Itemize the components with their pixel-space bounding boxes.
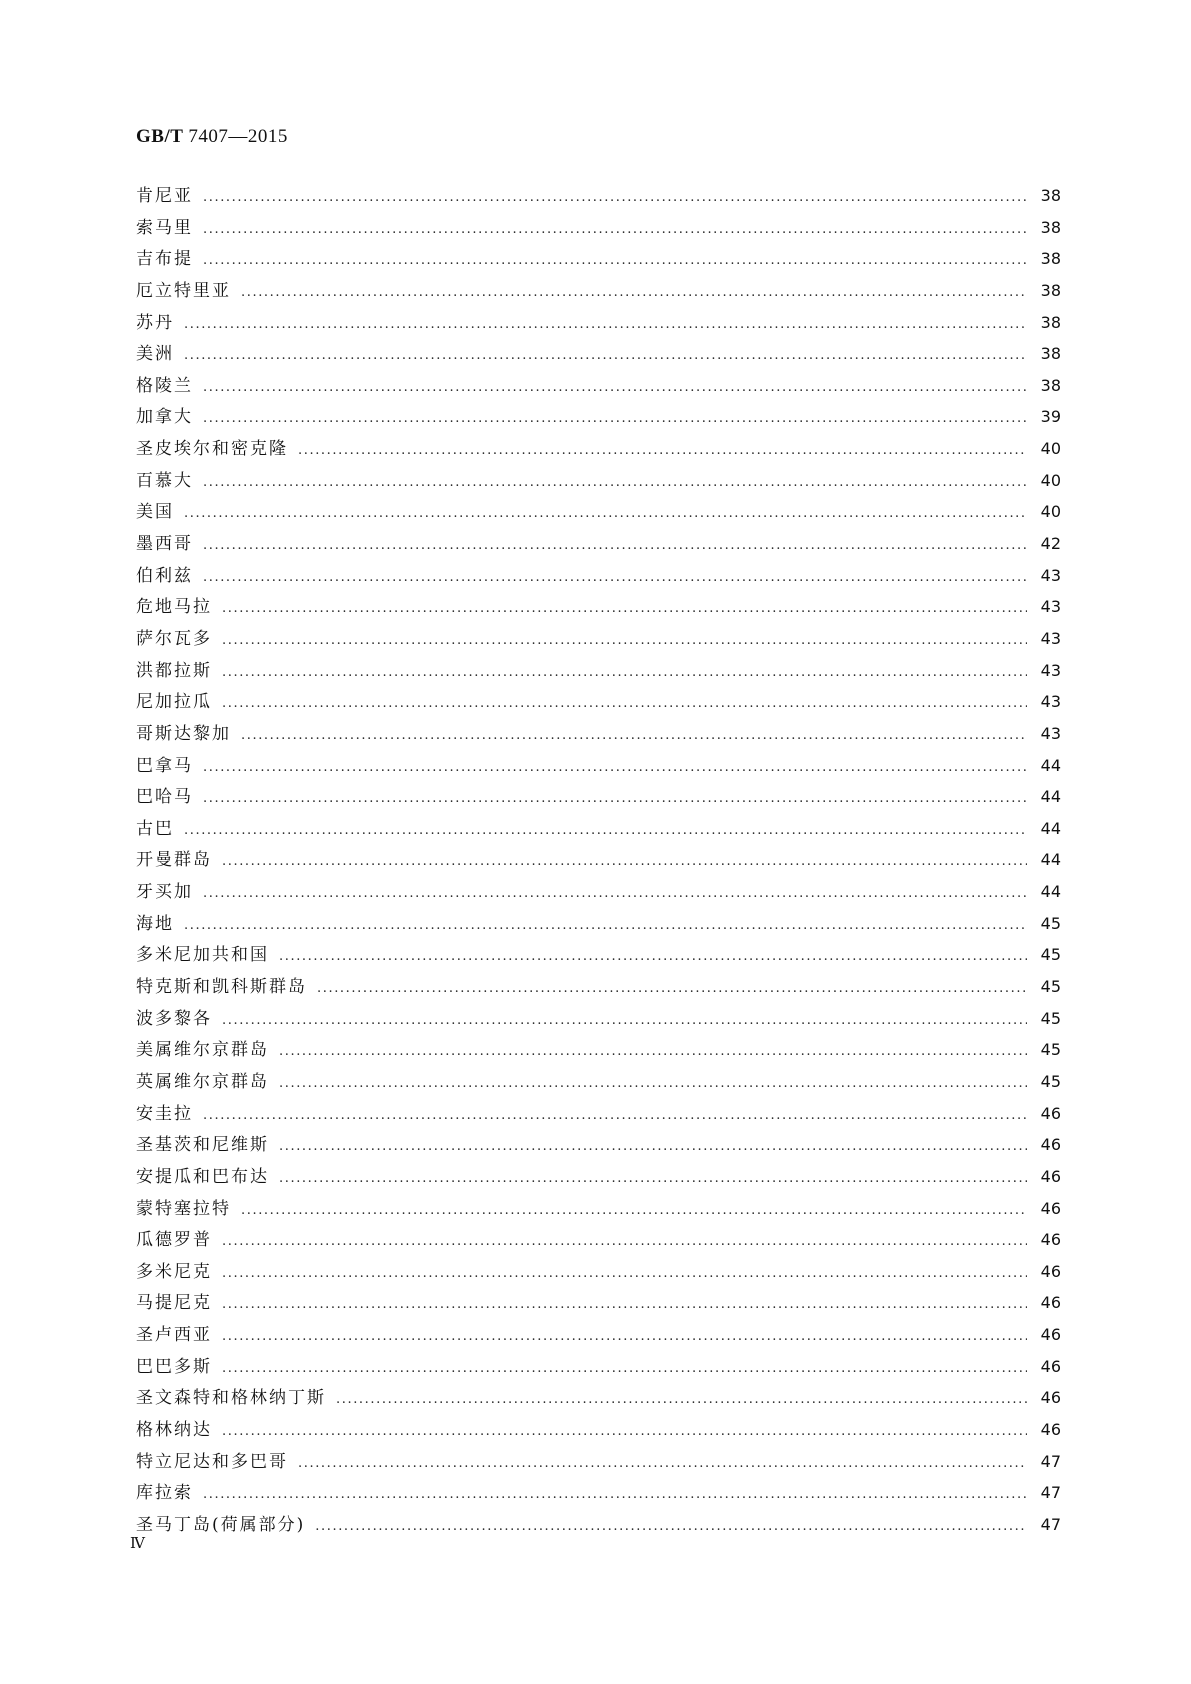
toc-entry-title: 吉布提 bbox=[136, 249, 193, 270]
toc-entry[interactable] bbox=[136, 591, 1061, 623]
toc-entry-title: 圣文森特和格林纳丁斯 bbox=[136, 1388, 326, 1409]
toc-entry[interactable] bbox=[136, 275, 1061, 307]
toc-dot-leader bbox=[222, 1289, 1027, 1321]
toc-entry[interactable] bbox=[136, 433, 1061, 465]
toc-entry-title: 多米尼克 bbox=[136, 1261, 212, 1282]
toc-dot-leader bbox=[279, 1163, 1027, 1195]
toc-entry[interactable] bbox=[136, 1319, 1061, 1351]
toc-entry-title: 危地马拉 bbox=[136, 597, 212, 618]
toc-entry-title: 厄立特里亚 bbox=[136, 280, 231, 301]
toc-entry-page: 44 bbox=[1040, 755, 1061, 775]
toc-entry-title: 瓜德罗普 bbox=[136, 1230, 212, 1251]
toc-entry-page: 43 bbox=[1040, 628, 1061, 648]
toc-entry-page: 38 bbox=[1040, 280, 1061, 300]
toc-entry-title: 美国 bbox=[136, 502, 174, 523]
toc-entry[interactable] bbox=[136, 1256, 1061, 1288]
toc-entry-title: 百慕大 bbox=[136, 470, 193, 491]
toc-entry[interactable] bbox=[136, 370, 1061, 402]
toc-entry[interactable] bbox=[136, 876, 1061, 908]
toc-entry[interactable] bbox=[136, 655, 1061, 687]
toc-entry-page: 45 bbox=[1040, 1008, 1061, 1028]
toc-dot-leader bbox=[203, 467, 1027, 499]
toc-entry-page: 38 bbox=[1040, 249, 1061, 269]
toc-dot-leader bbox=[203, 752, 1027, 784]
toc-dot-leader bbox=[222, 1226, 1027, 1258]
toc-entry-title: 马提尼克 bbox=[136, 1293, 212, 1314]
toc-entry-page: 38 bbox=[1040, 217, 1061, 237]
toc-entry-page: 46 bbox=[1040, 1230, 1061, 1250]
toc-dot-leader bbox=[222, 1258, 1027, 1290]
toc-dot-leader bbox=[184, 309, 1027, 341]
toc-entry[interactable] bbox=[136, 1382, 1061, 1414]
toc-entry-page: 45 bbox=[1040, 1071, 1061, 1091]
toc-entry-title: 墨西哥 bbox=[136, 534, 193, 555]
toc-dot-leader bbox=[184, 340, 1027, 372]
toc-entry[interactable] bbox=[136, 1161, 1061, 1193]
toc-entry[interactable] bbox=[136, 243, 1061, 275]
toc-entry[interactable] bbox=[136, 623, 1061, 655]
toc-dot-leader bbox=[203, 182, 1027, 214]
toc-dot-leader bbox=[222, 593, 1027, 625]
toc-entry-page: 43 bbox=[1040, 692, 1061, 712]
toc-entry-page: 44 bbox=[1040, 850, 1061, 870]
toc-entry[interactable] bbox=[136, 1414, 1061, 1446]
toc-entry[interactable] bbox=[136, 1477, 1061, 1509]
toc-entry-page: 38 bbox=[1040, 312, 1061, 332]
toc-entry-title: 圣基茨和尼维斯 bbox=[136, 1135, 269, 1156]
page-number: Ⅳ bbox=[130, 1536, 145, 1552]
toc-dot-leader bbox=[298, 435, 1027, 467]
toc-entry[interactable] bbox=[136, 971, 1061, 1003]
toc-entry-page: 39 bbox=[1040, 407, 1061, 427]
toc-entry[interactable] bbox=[136, 1129, 1061, 1161]
toc-entry-page: 40 bbox=[1040, 439, 1061, 459]
toc-entry-page: 46 bbox=[1040, 1388, 1061, 1408]
toc-dot-leader bbox=[279, 941, 1027, 973]
toc-entry-page: 38 bbox=[1040, 186, 1061, 205]
toc-entry-title: 哥斯达黎加 bbox=[136, 723, 231, 744]
toc-entry[interactable] bbox=[136, 1446, 1061, 1478]
toc-entry-page: 46 bbox=[1040, 1293, 1061, 1313]
toc-dot-leader bbox=[241, 720, 1027, 752]
toc-dot-leader bbox=[184, 815, 1027, 847]
toc-entry-title: 古巴 bbox=[136, 818, 174, 839]
toc-entry[interactable] bbox=[136, 212, 1061, 244]
toc-entry-page: 46 bbox=[1040, 1261, 1061, 1281]
toc-entry-page: 46 bbox=[1040, 1103, 1061, 1123]
toc-entry-page: 45 bbox=[1040, 913, 1061, 933]
toc-entry[interactable] bbox=[136, 1034, 1061, 1066]
toc-entry-page: 45 bbox=[1040, 945, 1061, 965]
toc-entry-page: 43 bbox=[1040, 597, 1061, 617]
toc-entry-title: 洪都拉斯 bbox=[136, 660, 212, 681]
toc-entry-page: 44 bbox=[1040, 818, 1061, 838]
toc-entry-page: 43 bbox=[1040, 660, 1061, 680]
toc-entry-title: 巴拿马 bbox=[136, 755, 193, 776]
toc-entry-page: 46 bbox=[1040, 1419, 1061, 1439]
toc-entry[interactable] bbox=[136, 496, 1061, 528]
toc-entry-page: 42 bbox=[1040, 534, 1061, 554]
toc-entry[interactable] bbox=[136, 560, 1061, 592]
toc-entry-title: 圣皮埃尔和密克隆 bbox=[136, 439, 288, 460]
toc-dot-leader bbox=[315, 1511, 1027, 1543]
toc-dot-leader bbox=[203, 403, 1027, 435]
toc-dot-leader bbox=[222, 625, 1027, 657]
toc-entry[interactable] bbox=[136, 1193, 1061, 1225]
toc-entry[interactable] bbox=[136, 307, 1061, 339]
toc-entry[interactable] bbox=[136, 528, 1061, 560]
toc-entry[interactable] bbox=[136, 750, 1061, 782]
toc-entry[interactable] bbox=[136, 401, 1061, 433]
toc-entry-page: 45 bbox=[1040, 1040, 1061, 1060]
toc-dot-leader bbox=[298, 1448, 1027, 1480]
toc-entry-title: 英属维尔京群岛 bbox=[136, 1071, 269, 1092]
toc-dot-leader bbox=[222, 657, 1027, 689]
toc-entry-title: 圣卢西亚 bbox=[136, 1325, 212, 1346]
toc-entry-page: 46 bbox=[1040, 1356, 1061, 1376]
toc-dot-leader bbox=[241, 277, 1027, 309]
toc-entry-title: 巴哈马 bbox=[136, 787, 193, 808]
toc-entry-title: 苏丹 bbox=[136, 312, 174, 333]
toc-entry-title: 海地 bbox=[136, 913, 174, 934]
toc-entry-title: 尼加拉瓜 bbox=[136, 692, 212, 713]
toc-entry-title: 加拿大 bbox=[136, 407, 193, 428]
toc-entry-page: 38 bbox=[1040, 344, 1061, 364]
toc-entry[interactable] bbox=[136, 465, 1061, 497]
toc-dot-leader bbox=[203, 1479, 1027, 1511]
toc-dot-leader bbox=[222, 1321, 1027, 1353]
toc-entry-page: 40 bbox=[1040, 502, 1061, 522]
toc-dot-leader bbox=[203, 245, 1027, 277]
toc-dot-leader bbox=[222, 1416, 1027, 1448]
toc-entry[interactable] bbox=[136, 338, 1061, 370]
toc-entry-title: 牙买加 bbox=[136, 882, 193, 903]
toc-entry-page: 46 bbox=[1040, 1135, 1061, 1155]
toc-entry-page: 46 bbox=[1040, 1166, 1061, 1186]
toc-dot-leader bbox=[203, 530, 1027, 562]
toc-entry[interactable] bbox=[136, 1003, 1061, 1035]
toc-entry-title: 格林纳达 bbox=[136, 1419, 212, 1440]
toc-dot-leader bbox=[279, 1068, 1027, 1100]
toc-entry-page: 43 bbox=[1040, 565, 1061, 585]
toc-entry-title: 巴巴多斯 bbox=[136, 1356, 212, 1377]
toc-entry[interactable] bbox=[136, 781, 1061, 813]
toc-entry[interactable] bbox=[136, 1509, 1061, 1541]
toc-entry-title: 特克斯和凯科斯群岛 bbox=[136, 977, 307, 998]
toc-dot-leader bbox=[222, 688, 1027, 720]
toc-entry-page: 47 bbox=[1040, 1451, 1061, 1471]
toc-entry-title: 库拉索 bbox=[136, 1483, 193, 1504]
toc-entry-title: 圣马丁岛(荷属部分) bbox=[136, 1514, 306, 1535]
toc-entry-page: 45 bbox=[1040, 977, 1061, 997]
table-of-contents bbox=[136, 180, 1061, 1541]
toc-entry-title: 特立尼达和多巴哥 bbox=[136, 1451, 288, 1472]
toc-entry[interactable] bbox=[136, 1224, 1061, 1256]
toc-entry-title: 美洲 bbox=[136, 344, 174, 365]
toc-entry-page: 43 bbox=[1040, 723, 1061, 743]
toc-dot-leader bbox=[222, 846, 1027, 878]
toc-entry[interactable] bbox=[136, 939, 1061, 971]
toc-entry-title: 美属维尔京群岛 bbox=[136, 1040, 269, 1061]
toc-entry-title: 蒙特塞拉特 bbox=[136, 1198, 231, 1219]
toc-entry-title: 开曼群岛 bbox=[136, 850, 212, 871]
toc-entry[interactable] bbox=[136, 718, 1061, 750]
toc-entry-title: 格陵兰 bbox=[136, 375, 193, 396]
toc-entry[interactable] bbox=[136, 1098, 1061, 1130]
toc-entry[interactable] bbox=[136, 180, 1061, 212]
toc-entry-title: 波多黎各 bbox=[136, 1008, 212, 1029]
standard-header bbox=[136, 126, 288, 148]
toc-entry-page: 40 bbox=[1040, 470, 1061, 490]
toc-dot-leader bbox=[222, 1005, 1027, 1037]
toc-entry-title: 多米尼加共和国 bbox=[136, 945, 269, 966]
toc-entry-title: 肯尼亚 bbox=[136, 186, 193, 206]
toc-entry-title: 索马里 bbox=[136, 217, 193, 238]
toc-entry-title: 伯利兹 bbox=[136, 565, 193, 586]
toc-entry-title: 安提瓜和巴布达 bbox=[136, 1166, 269, 1187]
standard-code: GB/T bbox=[136, 126, 184, 147]
toc-dot-leader bbox=[222, 1353, 1027, 1385]
toc-entry-title: 安圭拉 bbox=[136, 1103, 193, 1124]
toc-entry[interactable] bbox=[136, 1351, 1061, 1383]
toc-entry-page: 47 bbox=[1040, 1483, 1061, 1503]
toc-dot-leader bbox=[279, 1131, 1027, 1163]
toc-dot-leader bbox=[203, 1100, 1027, 1132]
toc-dot-leader bbox=[184, 498, 1027, 530]
toc-entry[interactable] bbox=[136, 813, 1061, 845]
toc-dot-leader bbox=[336, 1384, 1027, 1416]
toc-entry-page: 44 bbox=[1040, 882, 1061, 902]
toc-dot-leader bbox=[203, 372, 1027, 404]
toc-entry[interactable] bbox=[136, 1287, 1061, 1319]
toc-entry[interactable] bbox=[136, 908, 1061, 940]
toc-entry[interactable] bbox=[136, 1066, 1061, 1098]
toc-dot-leader bbox=[241, 1195, 1027, 1227]
toc-dot-leader bbox=[203, 214, 1027, 246]
toc-dot-leader bbox=[279, 1036, 1027, 1068]
toc-dot-leader bbox=[203, 562, 1027, 594]
toc-entry[interactable] bbox=[136, 686, 1061, 718]
toc-entry-title: 萨尔瓦多 bbox=[136, 628, 212, 649]
standard-number: 7407—2015 bbox=[188, 126, 288, 147]
toc-entry[interactable] bbox=[136, 844, 1061, 876]
toc-entry-page: 38 bbox=[1040, 375, 1061, 395]
toc-dot-leader bbox=[317, 973, 1027, 1005]
toc-dot-leader bbox=[184, 910, 1027, 942]
toc-entry-page: 47 bbox=[1040, 1514, 1061, 1534]
toc-entry-page: 44 bbox=[1040, 787, 1061, 807]
toc-entry-page: 46 bbox=[1040, 1325, 1061, 1345]
toc-dot-leader bbox=[203, 783, 1027, 815]
toc-dot-leader bbox=[203, 878, 1027, 910]
toc-entry-page: 46 bbox=[1040, 1198, 1061, 1218]
